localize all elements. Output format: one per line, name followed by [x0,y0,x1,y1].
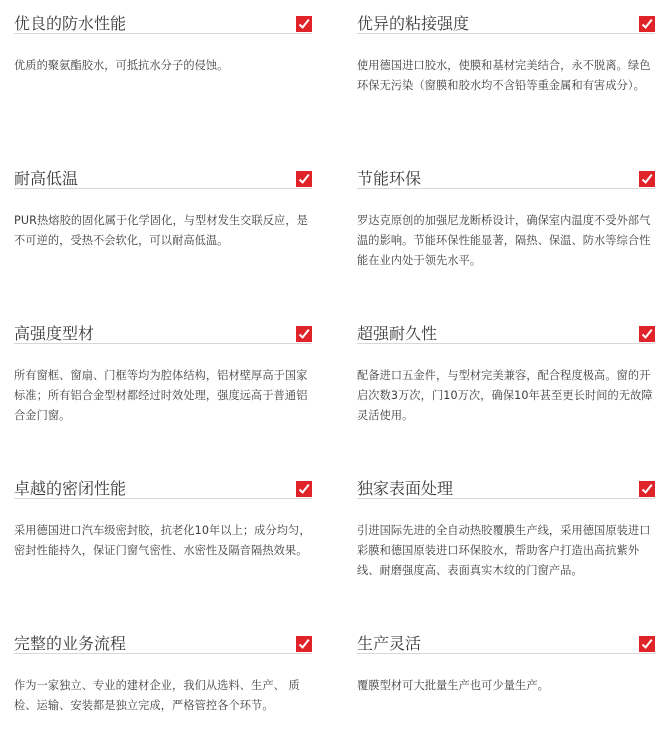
feature-card-flexible-production [357,620,655,696]
feature-description: 优质的聚氨酯胶水，可抵抗水分子的侵蚀。 [14,59,229,72]
feature-card-business-process [14,620,312,716]
feature-header [14,310,312,344]
feature-header [357,465,655,499]
feature-description: 使用德国进口胶水，使膜和基材完美结合，永不脱离。绿色环保无污染（窗膜和胶水均不含铅等重金属和有害成分）。 [357,59,651,92]
red-checkbox-icon [639,171,655,187]
feature-title: 卓越的密闭性能 [14,479,127,498]
feature-title: 独家表面处理 [357,479,454,498]
feature-header [14,0,312,34]
feature-title: 耐高低温 [14,169,79,188]
feature-card-eco [357,155,655,271]
feature-header [357,310,655,344]
feature-title: 高强度型材 [14,324,95,343]
feature-description: PUR热熔胶的固化属于化学固化，与型材发生交联反应，是不可逆的，受热不会软化，可以耐高低温。 [14,214,308,247]
feature-card-waterproof [14,0,312,76]
feature-header [357,620,655,654]
feature-card-adhesion [357,0,655,96]
feature-title: 节能环保 [357,169,422,188]
feature-description: 采用德国进口汽车级密封胶，抗老化10年以上；成分均匀，密封性能持久，保证门窗气密性、水密性及隔音隔热效果。 [14,524,311,557]
feature-description: 引进国际先进的全自动热胶覆膜生产线，采用德国原装进口彩膜和德国原装进口环保胶水，帮助客户打造出高抗紫外线、耐磨强度高、表面真实木纹的门窗产品。 [357,524,651,577]
feature-title: 完整的业务流程 [14,634,127,653]
feature-description: 配备进口五金件，与型材完美兼容，配合程度极高。窗的开启次数3万次，门10万次，确保10年甚至更长时间的无故障灵活使用。 [357,369,653,422]
feature-header [14,620,312,654]
feature-description: 覆膜型材可大批量生产也可少量生产。 [357,679,549,692]
feature-description: 罗达克原创的加强尼龙断桥设计，确保室内温度不受外部气温的影响。节能环保性能显著，隔热、保温、防水等综合性能在业内处于领先水平。 [357,214,651,267]
red-checkbox-icon [296,16,312,32]
feature-title: 超强耐久性 [357,324,438,343]
feature-card-temperature [14,155,312,251]
red-checkbox-icon [639,481,655,497]
feature-description: 所有窗框、窗扇、门框等均为腔体结构，铝材壁厚高于国家标准；所有铝合金型材都经过时效处理，强度远高于普通铝合金门窗。 [14,369,308,422]
red-checkbox-icon [639,636,655,652]
feature-header [14,155,312,189]
feature-header [357,155,655,189]
red-checkbox-icon [296,481,312,497]
feature-title: 生产灵活 [357,634,422,653]
red-checkbox-icon [296,636,312,652]
red-checkbox-icon [296,326,312,342]
feature-card-profile-strength [14,310,312,426]
feature-card-durability [357,310,655,426]
red-checkbox-icon [639,16,655,32]
feature-description: 作为一家独立、专业的建材企业，我们从选料、生产、 质检、运输、安装都是独立完成，严格管控各个环节。 [14,679,300,712]
feature-card-surface-treatment [357,465,655,581]
red-checkbox-icon [639,326,655,342]
red-checkbox-icon [296,171,312,187]
feature-header [357,0,655,34]
feature-title: 优良的防水性能 [14,14,127,33]
feature-card-sealing [14,465,312,561]
feature-header [14,465,312,499]
feature-title: 优异的粘接强度 [357,14,470,33]
